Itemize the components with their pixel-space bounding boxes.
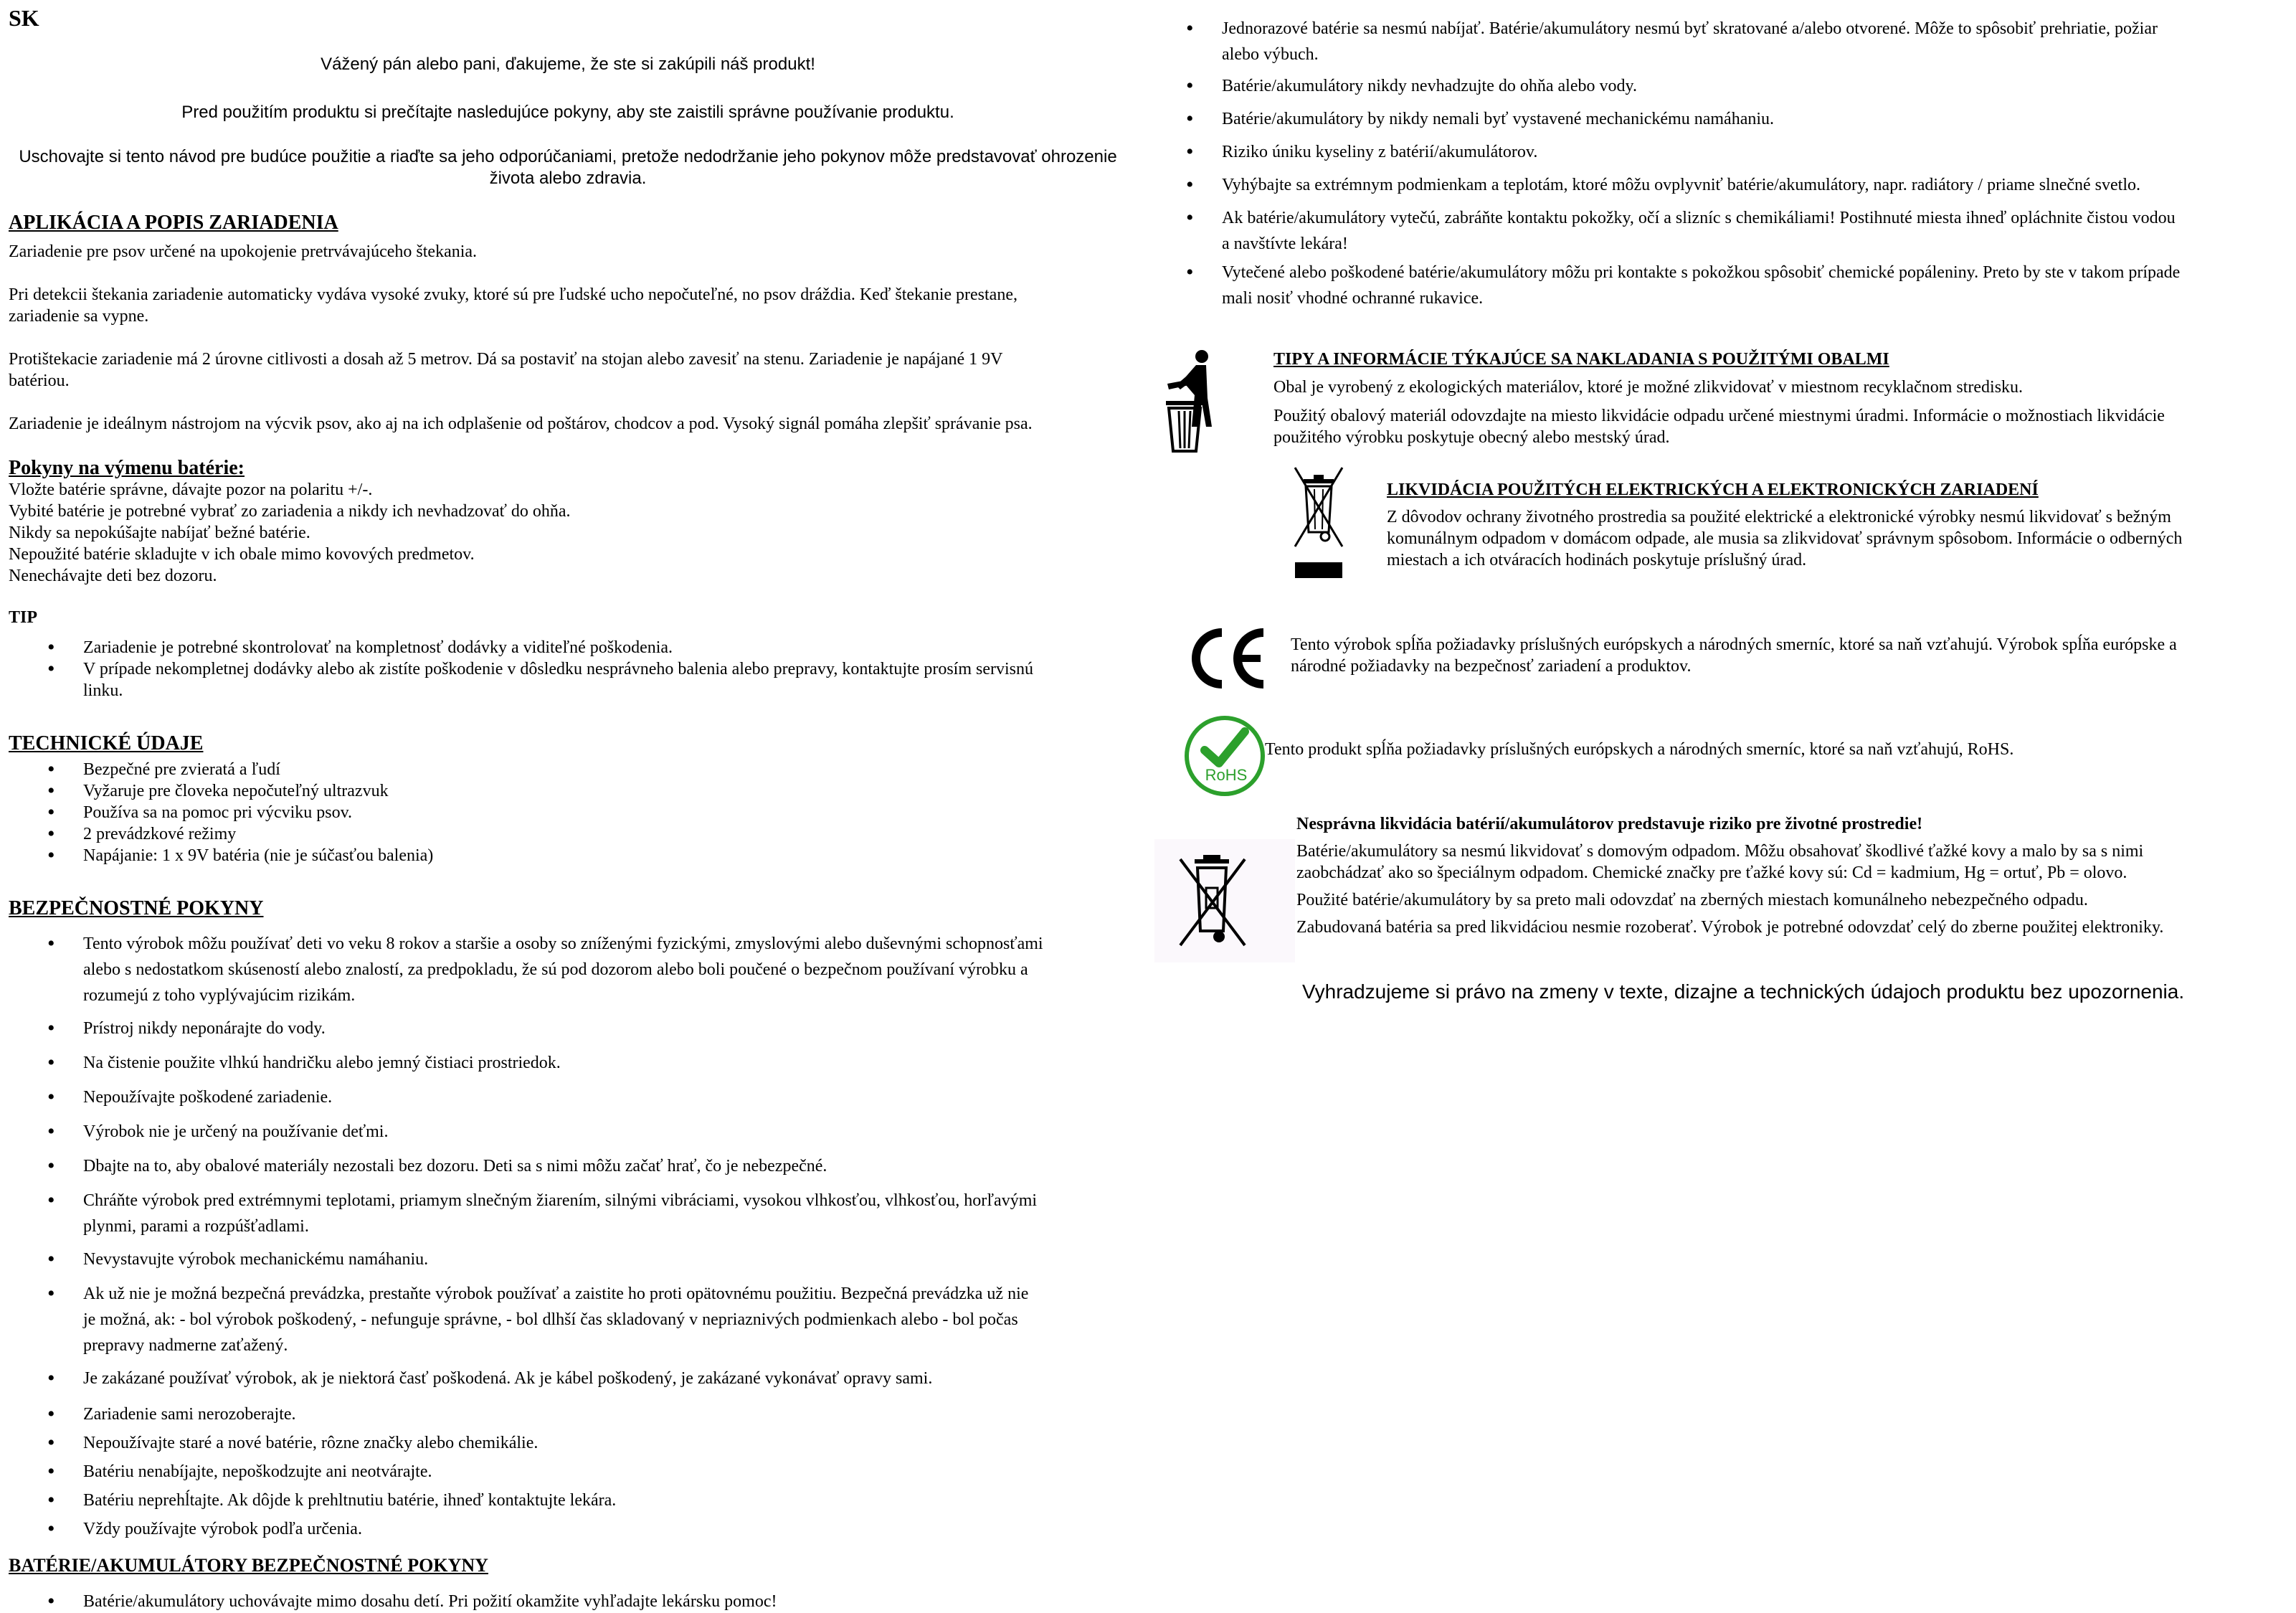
weee-line: Z dôvodov ochrany životného prostredia sa použité elektrické a elektronické výrobky nesmú likvidovať s bežným (1387, 508, 2171, 526)
list-item-text: Batérie/akumulátory nikdy nevhadzujte do ohňa alebo vody. (1222, 77, 1637, 95)
list-item-text: Chráňte výrobok pred extrémnymi teplotami, priamym slnečným žiarením, silnými vibráciami, vysokou vlhkosťou, vlhkosťou, horľavými (83, 1191, 1038, 1210)
list-item (9, 931, 1127, 1008)
list-item-text: Jednorazové batérie sa nesmú nabíjať. Batérie/akumulátory nesmú byť skratované a/alebo otvorené. Môže to spôsobiť prehriatie, požiar (1222, 19, 2158, 38)
list-item (1147, 172, 2280, 198)
list-item-text: alebo výbuch. (1222, 45, 1319, 64)
application-p3b: batériou. (9, 372, 70, 390)
weee-heading: LIKVIDÁCIA POUŽITÝCH ELEKTRICKÝCH A ELEKTRONICKÝCH ZARIADENÍ (1387, 481, 2039, 499)
battery-safety-list-right (1147, 16, 2280, 311)
application-heading: APLIKÁCIA A POPIS ZARIADENIA (9, 212, 338, 234)
intro-keep-manual: Uschovajte si tento návod pre budúce použitie a riaďte sa jeho odporúčaniami, pretože nedodržanie jeho pokynov môže predstavovať ohrozenie (19, 147, 1117, 166)
list-item-text: Batérie/akumulátory by nikdy nemali byť vystavené mechanickému namáhaniu. (1222, 110, 1775, 128)
list-item-text: rozumejú z toho vyplývajúcim rizikám. (83, 986, 356, 1005)
list-item-text: Ak už nie je možná bezpečná prevádzka, prestaňte výrobok používať a zaistite ho proti opätovnému použitiu. Bezpečná prevádzka už nie (83, 1285, 1029, 1303)
list-item-text: alebo s nedostatkom skúseností alebo znalostí, za predpokladu, že sú pod dozorom alebo boli poučené o bezpečnom používaní výrobku a (83, 960, 1028, 979)
list-item-text: mali nosiť vhodné ochranné rukavice. (1222, 289, 1484, 308)
safety-heading: BEZPEČNOSTNÉ POKYNY (9, 897, 264, 919)
intro-read-instructions: Pred použitím produktu si prečítajte nasledujúce pokyny, aby ste zaistili správne používanie produktu. (181, 103, 954, 122)
ce-mark-icon (1186, 628, 1269, 689)
list-item (9, 1281, 1127, 1358)
technical-heading: TECHNICKÉ ÚDAJE (9, 732, 204, 755)
list-item (9, 1119, 1127, 1145)
language-code: SK (9, 5, 39, 31)
list-item (9, 1430, 1127, 1456)
list-item (9, 658, 1127, 701)
list-item-text: Vytečené alebo poškodené batérie/akumulátory môžu pri kontakte s pokožkou spôsobiť chemické popáleniny. Preto by ste v takom prípade (1222, 263, 2181, 282)
battery-change-line: Vložte batérie správne, dávajte pozor na polaritu +/-. (9, 481, 373, 499)
list-item-text: Nepoužívajte staré a nové batérie, rôzne značky alebo chemikálie. (83, 1434, 539, 1452)
footer-disclaimer: Vyhradzujeme si právo na zmeny v texte, dizajne a technických údajoch produktu bez upozornenia. (1302, 980, 2185, 1003)
crossed-bin-icon (1294, 466, 1344, 582)
list-item (9, 1247, 1127, 1272)
packaging-line: Obal je vyrobený z ekologických materiálov, ktoré je možné zlikvidovať v miestnom recyklačnom stredisku. (1273, 378, 2024, 397)
weee-line: miestach a ich otváracích hodinách poskytuje príslušný úrad. (1387, 551, 1807, 569)
list-item-text: Batériu nenabíjajte, nepoškodzujte ani neotvárajte. (83, 1462, 432, 1481)
list-item-text: Na čistenie použite vlhkú handričku alebo jemný čistiaci prostriedok. (83, 1054, 561, 1072)
crossed-battery-bin-icon (1154, 839, 1295, 962)
intro-keep-manual-cont: života alebo zdravia. (489, 169, 647, 188)
list-item (1147, 73, 2280, 99)
list-item (9, 1487, 1127, 1513)
battery-disposal-line: zaobchádzať ako so špeciálnym odpadom. Chemické značky pre ťažké kovy sú: Cd = kadmium, Hg = ortuť, Pb = olovo. (1296, 864, 2127, 882)
litter-bin-icon (1164, 348, 1215, 455)
ce-text (1291, 634, 2280, 677)
list-item (9, 1050, 1127, 1076)
battery-disposal-text (1296, 841, 2286, 938)
battery-change-line: Vybité batérie je potrebné vybrať zo zariadenia a nikdy ich nevhadzovať do ohňa. (9, 502, 571, 521)
battery-safety-heading: BATÉRIE/AKUMULÁTORY BEZPEČNOSTNÉ POKYNY (9, 1555, 488, 1576)
battery-change-line: Nepoužité batérie skladujte v ich obale mimo kovových predmetov. (9, 545, 475, 564)
list-item-text: Tento výrobok môžu používať deti vo veku 8 rokov a staršie a osoby so zníženými fyzickými, zmyslovými alebo duševnými schopnosťami (83, 935, 1043, 953)
packaging-heading: TIPY A INFORMÁCIE TÝKAJÚCE SA NAKLADANIA S POUŽITÝMI OBALMI (1273, 350, 1889, 369)
battery-disposal-line: Použité batérie/akumulátory by sa preto mali odovzdať na zberných miestach komunálneho nebezpečného odpadu. (1296, 891, 2088, 909)
battery-change-heading: Pokyny na výmenu batérie: (9, 457, 245, 479)
list-item-text: plynmi, parami a rozpúšťadlami. (83, 1217, 309, 1236)
weee-line: komunálnym odpadom v domácom odpade, ale musia sa zlikvidovať správnym spôsobom. Informácie o odberných (1387, 529, 2183, 548)
list-item-text: Zariadenie sami nerozoberajte. (83, 1405, 296, 1424)
list-item-text: Je zakázané používať výrobok, ak je niektorá časť poškodená. Ak je kábel poškodený, je zakázané vykonávať opravy sami. (83, 1369, 933, 1388)
list-item: • Batérie/akumulátory uchovávajte mimo dosahu detí. Pri požití okamžite vyhľadajte lekársku pomoc! (9, 1591, 1127, 1612)
packaging-line: použitého výrobku poskytuje obecný alebo mestský úrad. (1273, 428, 1670, 447)
list-item (1147, 260, 2280, 311)
list-item: • Vyžaruje pre človeka nepočuteľný ultrazvuk (9, 780, 1127, 802)
battery-change-lines (9, 479, 1127, 587)
list-item-text: V prípade nekompletnej dodávky alebo ak zistíte poškodenie v dôsledku nesprávneho balenia alebo prepravy, kontaktujte prosím servisnú (83, 660, 1033, 678)
rohs-text: Tento produkt spĺňa požiadavky príslušných európskych a národných smerníc, ktoré sa naň vzťahujú, RoHS. (1265, 740, 2014, 759)
list-item (9, 1516, 1127, 1542)
application-p4: Zariadenie je ideálnym nástrojom na výcvik psov, ako aj na ich odplašenie od poštárov, chodcov a pod. Vysoký signál pomáha zlepšiť správanie psa. (9, 415, 1033, 433)
battery-change-line: Nikdy sa nepokúšajte nabíjať bežné batérie. (9, 524, 310, 542)
list-item: • Zariadenie je potrebné skontrolovať na kompletnosť dodávky a viditeľné poškodenia. (9, 637, 1127, 658)
list-item (9, 1016, 1127, 1041)
application-p1: Zariadenie pre psov určené na upokojenie pretrvávajúceho štekania. (9, 242, 478, 261)
list-item (1147, 139, 2280, 165)
list-item-text: a navštívte lekára! (1222, 235, 1348, 253)
battery-disposal-line: Zabudovaná batéria sa pred likvidáciou nesmie rozoberať. Výrobok je potrebné odovzdať celý do zberne použitej elektroniky. (1296, 918, 2164, 937)
tip-heading: TIP (9, 608, 38, 627)
list-item: • Používa sa na pomoc pri výcviku psov. (9, 802, 1127, 823)
list-item (9, 1401, 1127, 1427)
list-item (9, 1459, 1127, 1485)
list-item-text: Vyhýbajte sa extrémnym podmienkam a teplotám, ktoré môžu ovplyvniť batérie/akumulátory, napr. radiátory / priame slnečné svetlo. (1222, 176, 2140, 194)
list-item-text: Nevystavujte výrobok mechanickému namáhaniu. (83, 1250, 429, 1269)
technical-list (9, 759, 1127, 866)
list-item-text: Dbajte na to, aby obalové materiály nezostali bez dozoru. Deti sa s nimi môžu začať hrať, čo je nebezpečné. (83, 1157, 827, 1176)
battery-disposal-line: Batérie/akumulátory sa nesmú likvidovať s domovým odpadom. Môžu obsahovať škodlivé ťažké kovy a malo by sa s nimi (1296, 842, 2144, 861)
packaging-line: Použitý obalový materiál odovzdajte na miesto likvidácie odpadu určené miestnymi úradmi. Informácie o možnostiach likvidácie (1273, 407, 2165, 425)
list-item-text: prepravy nadmerne zaťažený. (83, 1336, 288, 1355)
list-item (1147, 205, 2280, 257)
packaging-text (1273, 377, 2277, 448)
list-item (9, 1084, 1127, 1110)
list-item-text: je možná, ak: - bol výrobok poškodený, - nefunguje správne, - bol dlhší čas skladovaný v nepriaznivých podmienkach alebo - bol počas (83, 1310, 1018, 1329)
list-item (9, 1188, 1127, 1239)
battery-disposal-heading: Nesprávna likvidácia batérií/akumulátorov predstavuje riziko pre životné prostredie! (1296, 815, 1923, 833)
list-item-text: Ak batérie/akumulátory vytečú, zabráňte kontaktu pokožky, očí a slizníc s chemikáliami! Postihnuté miesta ihneď opláchnite čistou vodou (1222, 209, 2176, 227)
list-item-text: linku. (83, 681, 123, 700)
list-item: • Bezpečné pre zvieratá a ľudí (9, 759, 1127, 780)
intro-greeting: Vážený pán alebo pani, ďakujeme, že ste si zakúpili náš produkt! (321, 55, 815, 74)
list-item (9, 1153, 1127, 1179)
list-item-text: Riziko úniku kyseliny z batérií/akumulátorov. (1222, 143, 1538, 161)
list-item (9, 1366, 1127, 1391)
list-item-text: Batériu neprehĺtajte. Ak dôjde k prehltnutiu batérie, ihneď kontaktujte lekára. (83, 1491, 617, 1510)
list-item-text: Nepoužívajte poškodené zariadenie. (83, 1088, 333, 1107)
list-item-text: Prístroj nikdy neponárajte do vody. (83, 1019, 326, 1038)
safety-list (9, 931, 1127, 1542)
list-item: • 2 prevádzkové režimy (9, 823, 1127, 845)
list-item: • Napájanie: 1 x 9V batéria (nie je súčasťou balenia) (9, 845, 1127, 866)
list-item-text: Výrobok nie je určený na používanie deťmi. (83, 1122, 389, 1141)
weee-text (1387, 506, 2276, 571)
application-p3a: Protištekacie zariadenie má 2 úrovne citlivosti a dosah až 5 metrov. Dá sa postaviť na stojan alebo zavesiť na stenu. Zariadenie je napájané 1 9V (9, 350, 1003, 369)
ce-line: Tento výrobok spĺňa požiadavky príslušných európskych a národných smerníc, ktoré sa naň vzťahujú. Výrobok spĺňa európske a (1291, 635, 2177, 654)
application-p2a: Pri detekcii štekania zariadenie automaticky vydáva vysoké zvuky, ktoré sú pre ľudské ucho nepočuteľné, no psov dráždia. Keď štekanie prestane, (9, 285, 1017, 304)
list-item (1147, 106, 2280, 132)
list-item-text: Vždy používajte výrobok podľa určenia. (83, 1520, 362, 1538)
ce-line: národné požiadavky na bezpečnosť zariadení a produktov. (1291, 657, 1692, 676)
rohs-logo-text: RoHS (1205, 766, 1248, 784)
battery-change-line: Nenechávajte deti bez dozoru. (9, 567, 217, 585)
application-p2b: zariadenie sa vypne. (9, 307, 149, 326)
list-item (1147, 16, 2280, 67)
tip-list (9, 637, 1127, 701)
